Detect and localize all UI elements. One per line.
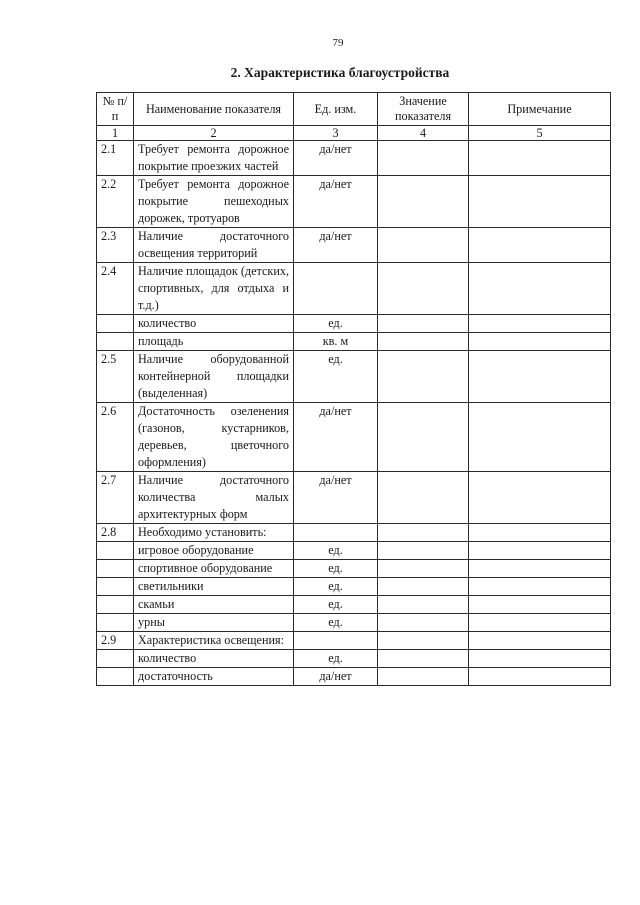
indicator-name: Достаточность озеленения (газонов, кустарников, деревьев, цветочного оформления): [134, 403, 294, 472]
indicator-name: урны: [134, 614, 294, 632]
unit-cell: ед.: [294, 578, 378, 596]
table-row: [97, 333, 611, 351]
column-number: 2: [134, 126, 294, 141]
header-value: Значение показателя: [378, 93, 469, 126]
table-row: [97, 596, 611, 614]
table-row: [97, 578, 611, 596]
table-row: [97, 632, 611, 650]
column-number: 5: [469, 126, 611, 141]
note-cell: [469, 403, 611, 472]
header-name: Наименование показателя: [134, 93, 294, 126]
page-number: 79: [332, 37, 344, 49]
section-title: 2. Характеристика благоустройства: [230, 65, 450, 80]
note-cell: [469, 668, 611, 686]
header-note: Примечание: [469, 93, 611, 126]
unit-cell: ед.: [294, 596, 378, 614]
unit-cell: ед.: [294, 542, 378, 560]
unit-cell: [294, 263, 378, 315]
value-cell: [378, 351, 469, 403]
note-cell: [469, 596, 611, 614]
note-cell: [469, 560, 611, 578]
value-cell: [378, 315, 469, 333]
value-cell: [378, 668, 469, 686]
table-row: [97, 228, 611, 263]
table-row: [97, 351, 611, 403]
value-cell: [378, 596, 469, 614]
row-number: [97, 560, 134, 578]
indicator-name: скамьи: [134, 596, 294, 614]
column-number: 4: [378, 126, 469, 141]
value-cell: [378, 650, 469, 668]
value-cell: [378, 333, 469, 351]
note-cell: [469, 578, 611, 596]
value-cell: [378, 542, 469, 560]
header-no: № п/п: [97, 93, 134, 126]
row-number: [97, 614, 134, 632]
indicator-name: Требует ремонта дорожное покрытие проезжих частей: [134, 141, 294, 176]
value-cell: [378, 472, 469, 524]
value-cell: [378, 614, 469, 632]
indicator-name: игровое оборудование: [134, 542, 294, 560]
unit-cell: ед.: [294, 315, 378, 333]
row-number: 2.8: [97, 524, 134, 542]
note-cell: [469, 315, 611, 333]
indicator-name: Наличие площадок (детских, спортивных, для отдыха и т.д.): [134, 263, 294, 315]
row-number: [97, 315, 134, 333]
indicator-name: Наличие достаточного количества малых архитектурных форм: [134, 472, 294, 524]
header-row: [97, 93, 611, 126]
unit-cell: ед.: [294, 614, 378, 632]
row-number: 2.6: [97, 403, 134, 472]
value-cell: [378, 141, 469, 176]
indicator-name: Требует ремонта дорожное покрытие пешеходных дорожек, тротуаров: [134, 176, 294, 228]
note-cell: [469, 542, 611, 560]
row-number: [97, 596, 134, 614]
note-cell: [469, 472, 611, 524]
indicator-name: площадь: [134, 333, 294, 351]
unit-cell: да/нет: [294, 668, 378, 686]
column-number-row: [97, 126, 611, 141]
indicator-name: Наличие оборудованной контейнерной площадки (выделенная): [134, 351, 294, 403]
table-row: [97, 614, 611, 632]
characteristics-table: [96, 92, 611, 686]
unit-cell: ед.: [294, 351, 378, 403]
table-row: [97, 472, 611, 524]
row-number: [97, 542, 134, 560]
unit-cell: да/нет: [294, 141, 378, 176]
table-row: [97, 141, 611, 176]
row-number: [97, 650, 134, 668]
indicator-name: Наличие достаточного освещения территорий: [134, 228, 294, 263]
unit-cell: ед.: [294, 560, 378, 578]
table-row: [97, 542, 611, 560]
row-number: 2.2: [97, 176, 134, 228]
column-number: 1: [97, 126, 134, 141]
note-cell: [469, 228, 611, 263]
header-unit: Ед. изм.: [294, 93, 378, 126]
row-number: 2.1: [97, 141, 134, 176]
table-row: [97, 403, 611, 472]
note-cell: [469, 141, 611, 176]
note-cell: [469, 263, 611, 315]
unit-cell: [294, 524, 378, 542]
unit-cell: да/нет: [294, 228, 378, 263]
value-cell: [378, 560, 469, 578]
value-cell: [378, 524, 469, 542]
note-cell: [469, 614, 611, 632]
indicator-name: спортивное оборудование: [134, 560, 294, 578]
row-number: 2.3: [97, 228, 134, 263]
row-number: 2.9: [97, 632, 134, 650]
indicator-name: достаточность: [134, 668, 294, 686]
row-number: [97, 578, 134, 596]
value-cell: [378, 403, 469, 472]
unit-cell: [294, 632, 378, 650]
table-row: [97, 668, 611, 686]
table-row: [97, 263, 611, 315]
note-cell: [469, 351, 611, 403]
row-number: 2.4: [97, 263, 134, 315]
unit-cell: да/нет: [294, 403, 378, 472]
value-cell: [378, 263, 469, 315]
column-number: 3: [294, 126, 378, 141]
note-cell: [469, 632, 611, 650]
unit-cell: ед.: [294, 650, 378, 668]
indicator-name: светильники: [134, 578, 294, 596]
note-cell: [469, 524, 611, 542]
value-cell: [378, 578, 469, 596]
table-row: [97, 650, 611, 668]
row-number: [97, 333, 134, 351]
unit-cell: да/нет: [294, 176, 378, 228]
value-cell: [378, 176, 469, 228]
table-row: [97, 524, 611, 542]
value-cell: [378, 228, 469, 263]
table-row: [97, 176, 611, 228]
indicator-name: количество: [134, 315, 294, 333]
note-cell: [469, 333, 611, 351]
unit-cell: да/нет: [294, 472, 378, 524]
table-row: [97, 315, 611, 333]
unit-cell: кв. м: [294, 333, 378, 351]
note-cell: [469, 650, 611, 668]
indicator-name: количество: [134, 650, 294, 668]
indicator-name: Характеристика освещения:: [134, 632, 294, 650]
row-number: [97, 668, 134, 686]
value-cell: [378, 632, 469, 650]
row-number: 2.7: [97, 472, 134, 524]
note-cell: [469, 176, 611, 228]
indicator-name: Необходимо установить:: [134, 524, 294, 542]
table-row: [97, 560, 611, 578]
row-number: 2.5: [97, 351, 134, 403]
